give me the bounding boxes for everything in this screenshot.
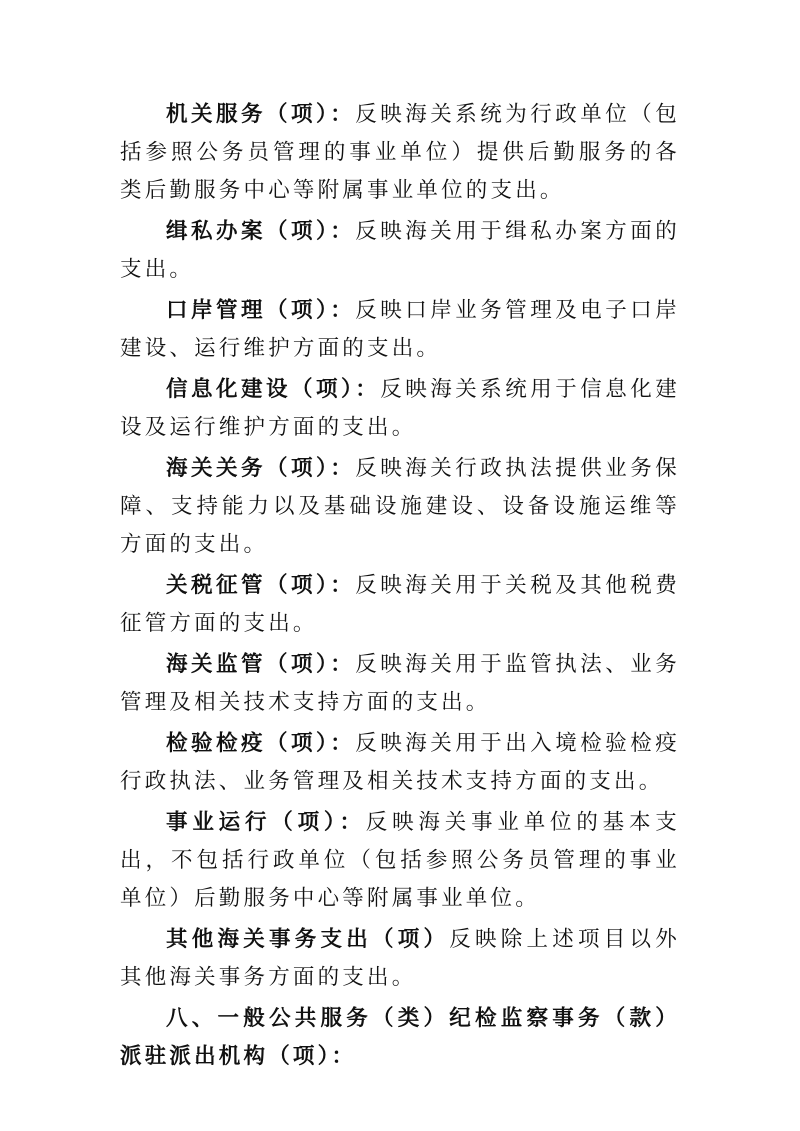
paragraph-jiguan-fuwu bbox=[120, 96, 680, 210]
term-description: 反映海关用于关税及其他税费征管方面的支出。 bbox=[120, 573, 680, 636]
paragraph-jisi-banan bbox=[120, 213, 680, 289]
term-label: 事业运行（项）： bbox=[166, 810, 366, 835]
document-page bbox=[120, 96, 680, 1079]
term-label: 其他海关事务支出（项） bbox=[166, 927, 450, 952]
term-description: 反映口岸业务管理及电子口岸建设、运行维护方面的支出。 bbox=[120, 298, 680, 361]
term-description: 反映海关用于监管执法、业务管理及相关技术支持方面的支出。 bbox=[120, 652, 680, 715]
paragraph-haiguan-jianguan bbox=[120, 646, 680, 722]
term-description: 反映海关行政执法提供业务保障、支持能力以及基础设施建设、设备设施运维等方面的支出。 bbox=[120, 456, 680, 557]
paragraph-jianyan-jianyi bbox=[120, 725, 680, 801]
term-label: 关税征管（项）： bbox=[166, 573, 356, 598]
paragraph-kouan-guanli bbox=[120, 292, 680, 368]
term-label: 海关监管（项）： bbox=[166, 652, 356, 677]
paragraph-qita-haiguan-shiwu bbox=[120, 921, 680, 997]
term-description: 反映除上述项目以外其他海关事务方面的支出。 bbox=[120, 927, 680, 990]
term-label: 口岸管理（项）： bbox=[166, 298, 356, 323]
term-description: 反映海关事业单位的基本支出，不包括行政单位（包括参照公务员管理的事业单位）后勤服务中心等附属事业单位。 bbox=[120, 810, 680, 911]
term-label: 信息化建设（项）： bbox=[166, 377, 381, 402]
paragraph-shiye-yunxing bbox=[120, 804, 680, 918]
term-description: 反映海关系统为行政单位（包括参照公务员管理的事业单位）提供后勤服务的各类后勤服务中心等附属事业单位的支出。 bbox=[120, 102, 680, 203]
term-description: 反映海关用于缉私办案方面的支出。 bbox=[120, 219, 680, 282]
term-label: 缉私办案（项）： bbox=[166, 219, 356, 244]
paragraph-guanshui-zhengguan bbox=[120, 567, 680, 643]
term-description: 反映海关系统用于信息化建设及运行维护方面的支出。 bbox=[120, 377, 680, 440]
term-label: 机关服务（项）： bbox=[166, 102, 356, 127]
term-label: 海关关务（项）： bbox=[166, 456, 356, 481]
term-description: 反映海关用于出入境检验检疫行政执法、业务管理及相关技术支持方面的支出。 bbox=[120, 731, 680, 794]
section-heading: 八、一般公共服务（类）纪检监察事务（款）派驻派出机构（项）： bbox=[120, 1006, 680, 1069]
term-label: 检验检疫（项）： bbox=[166, 731, 356, 756]
paragraph-xinxihua-jianshe bbox=[120, 371, 680, 447]
paragraph-haiguan-guanwu bbox=[120, 450, 680, 564]
